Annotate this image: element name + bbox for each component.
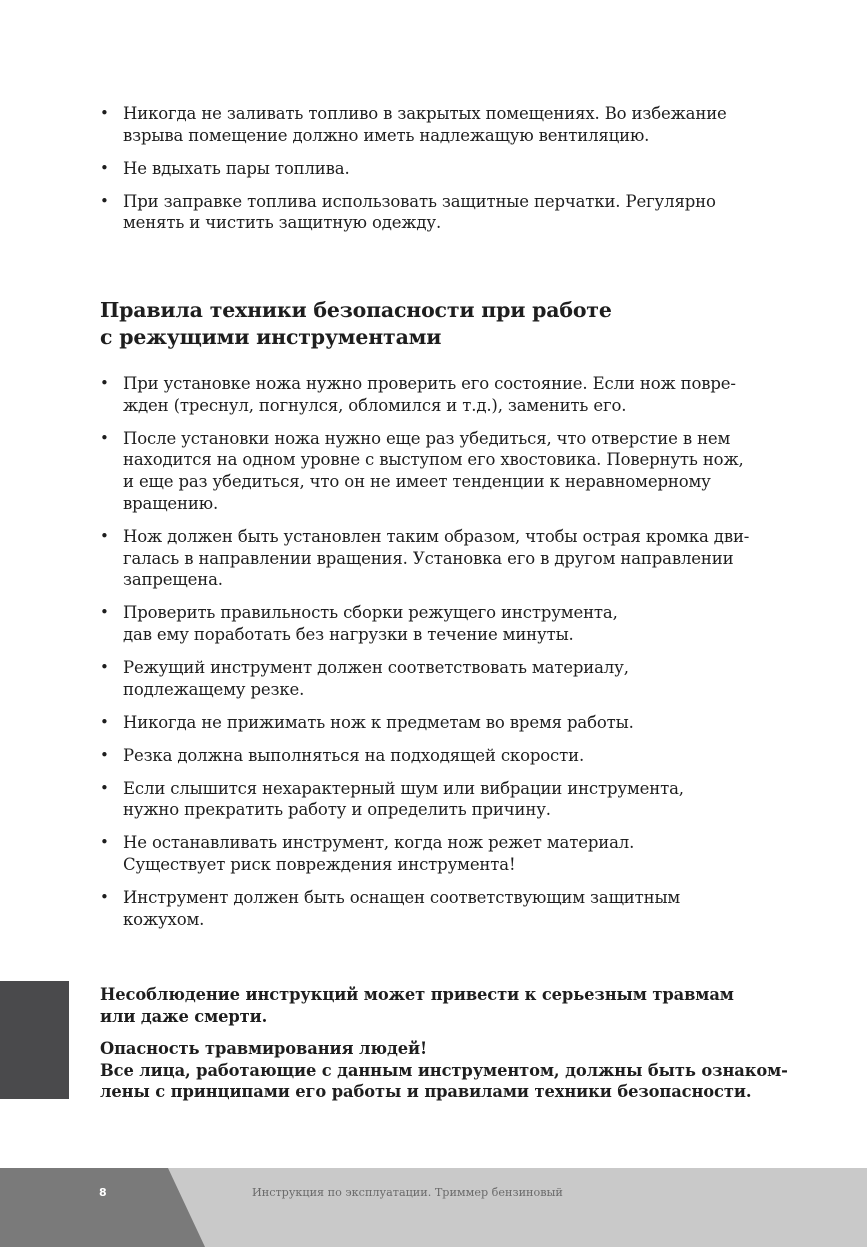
page-number: 8 [99, 1186, 107, 1199]
bullet-icon: • [100, 657, 109, 676]
cutting-safety-list [100, 373, 800, 942]
list-item: • Инструмент должен быть оснащен соответствующим защитным кожухом. [100, 888, 681, 929]
bullet-icon: • [100, 191, 109, 210]
list-item: • Никогда не заливать топливо в закрытых помещениях. Во избежание взрыва помещение должно иметь надлежащую вентиляцию. [100, 104, 727, 145]
personnel-warning: Опасность травмирования людей! Все лица, работающие с данным инструментом, должны быть ознаком- лены с принципами его работы и правилами техники безопасности. [100, 1039, 788, 1101]
list-item: • При установке ножа нужно проверить его состояние. Если нож повре- жден (треснул, погнулся, обломился и т.д.), заменить его. [100, 374, 736, 415]
injury-warning: Несоблюдение инструкций может привести к серьезным травмам или даже смерти. [100, 985, 734, 1026]
bullet-icon: • [100, 374, 109, 392]
bullet-icon: • [100, 603, 109, 622]
list-item: • Не вдыхать пары топлива. [100, 158, 350, 178]
warning-marker-bar [0, 981, 69, 1099]
bullet-icon: • [100, 778, 109, 797]
fuel-safety-list [100, 103, 800, 245]
list-item: • Не останавливать инструмент, когда нож режет материал. Существует риск повреждения инструмента! [100, 833, 635, 875]
list-item: • Если слышится нехарактерный шум или вибрации инструмента, нужно прекратить работу и определить причину. [100, 778, 684, 820]
list-item: • Режущий инструмент должен соответствовать материалу, подлежащему резке. [100, 657, 629, 699]
list-item: • Нож должен быть установлен таким образом, чтобы острая кромка дви- галась в направлении вращения. Установка его в другом направлении запрещена. [100, 526, 750, 590]
bullet-icon: • [100, 526, 109, 545]
section-heading: Правила техники безопасности при работе с режущими инструментами [100, 298, 612, 349]
bullet-icon: • [100, 833, 109, 852]
footer-background-shape [0, 1168, 867, 1247]
document-title: Инструкция по эксплуатации. Триммер бензиновый [252, 1186, 563, 1199]
list-item: • При заправке топлива использовать защитные перчатки. Регулярно менять и чистить защитную одежду. [100, 191, 716, 233]
bullet-icon: • [100, 428, 109, 447]
bullet-icon: • [100, 158, 109, 177]
list-item: • После установки ножа нужно еще раз убедиться, что отверстие в нем находится на одном уровне с выступом его хвостовика. Повернуть нож, и еще раз убедиться, что он не имеет тенденции к неравномерному вращению. [100, 428, 744, 513]
list-item: • Проверить правильность сборки режущего инструмента, дав ему поработать без нагрузки в течение минуты. [100, 603, 618, 644]
bullet-icon: • [100, 712, 109, 731]
bullet-icon: • [100, 104, 109, 122]
list-item: • Резка должна выполняться на подходящей скорости. [100, 745, 585, 765]
bullet-icon: • [100, 888, 109, 907]
list-item: • Никогда не прижимать нож к предметам во время работы. [100, 712, 634, 732]
page-footer [0, 1168, 867, 1247]
bullet-icon: • [100, 745, 109, 764]
